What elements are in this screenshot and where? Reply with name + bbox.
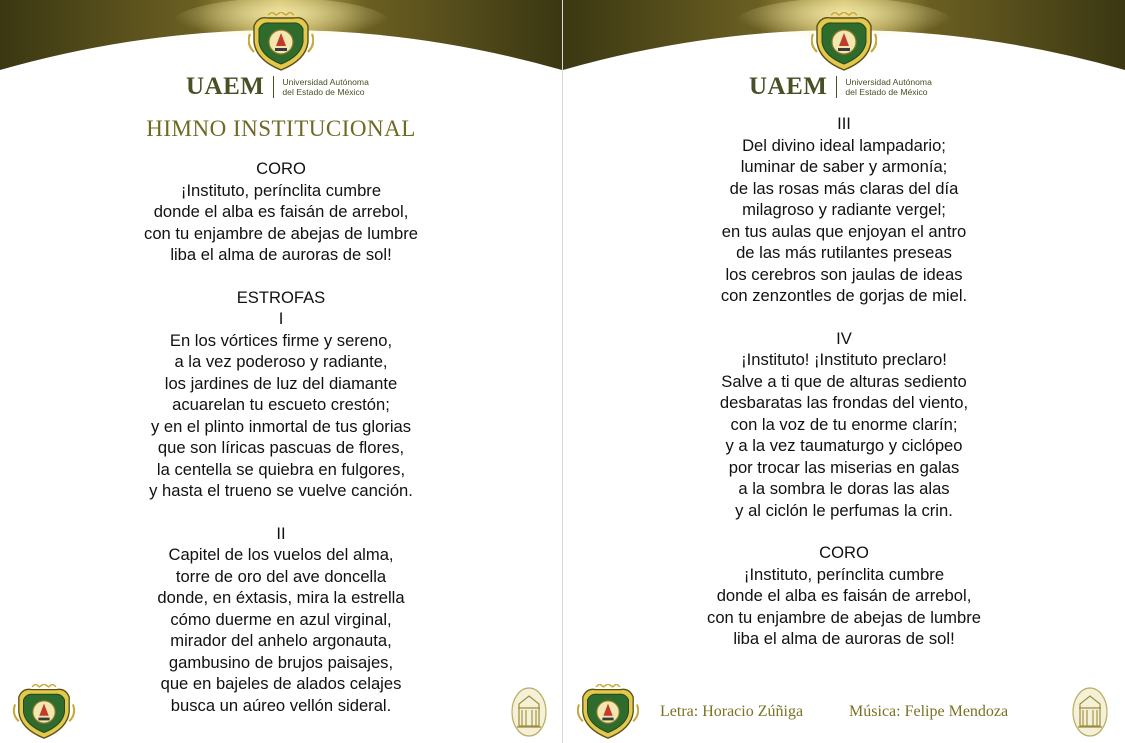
brand-name [845, 77, 931, 97]
verse-line: donde el alba es faisán de arrebol, [153, 202, 409, 221]
verse-line: que son líricas pascuas de flores, [157, 438, 405, 457]
verse-line: IV [836, 328, 852, 348]
verse-line: En los vórtices firme y sereno, [169, 330, 393, 350]
verse-line: II [276, 523, 286, 543]
verse-line: torre de oro del ave doncella [175, 566, 387, 586]
verse-line: y a la vez taumaturgo y ciclópeo [725, 436, 963, 455]
verse-line: de las más rutilantes preseas [736, 243, 952, 262]
verse-line: ¡Instituto, perínclita cumbre [743, 564, 945, 584]
verse-line: en tus aulas que enjoyan el antro [721, 221, 967, 241]
stanza [563, 542, 1125, 650]
verse-line: ¡Instituto! ¡Instituto preclaro! [741, 350, 947, 369]
left-lyrics [0, 158, 562, 737]
verse-line: milagroso y radiante vergel; [742, 200, 946, 219]
building-emblem-icon [1071, 686, 1109, 738]
verse-line: los jardines de luz del diamante [164, 373, 398, 393]
verse-line: liba el alma de auroras de sol! [170, 245, 392, 264]
right-lyrics [563, 113, 1125, 671]
verse-line: mirador del anhelo argonauta, [170, 631, 392, 650]
verse-line: acuarelan tu escueto crestón; [172, 395, 390, 414]
verse-line: y al ciclón le perfumas la crin. [735, 500, 953, 520]
verse-line: donde el alba es faisán de arrebol, [716, 586, 972, 605]
verse-line: CORO [819, 543, 869, 562]
verse-line: de las rosas más claras del día [729, 178, 959, 198]
verse-line: gambusino de brujos paisajes, [168, 652, 394, 672]
verse-line: III [837, 114, 851, 133]
brand-name-line: Universidad Autónoma [282, 77, 369, 87]
verse-line: I [278, 309, 284, 328]
crest-logo [248, 12, 314, 72]
verse-line: los cerebros son jaulas de ideas [725, 264, 963, 284]
brand-name-line: del Estado de México [282, 87, 365, 97]
stanza [0, 287, 562, 502]
brand-separator [836, 76, 837, 98]
verse-line: ¡Instituto, perínclita cumbre [180, 180, 382, 200]
verse-line: y hasta el trueno se vuelve canción. [149, 481, 413, 500]
music-credit: Música: Felipe Mendoza [849, 703, 1009, 720]
verse-line: y en el plinto inmortal de tus glorias [150, 416, 412, 436]
verse-line: a la sombra le doras las alas [738, 479, 950, 498]
brand-name-line: Universidad Autónoma [845, 77, 932, 87]
verse-line: con la voz de tu enorme clarín; [730, 414, 958, 434]
brand-logo [749, 74, 932, 100]
verse-line: que en bajeles de alados celajes [160, 674, 402, 693]
verse-line: Salve a ti que de alturas sediento [721, 371, 967, 391]
verse-line: CORO [256, 159, 306, 178]
brand-separator [273, 76, 274, 98]
verse-line: busca un aúreo vellón sideral. [170, 695, 392, 715]
verse-line: cómo duerme en azul virginal, [170, 609, 392, 629]
verse-line: donde, en éxtasis, mira la estrella [157, 588, 405, 607]
crest-footer-icon [577, 684, 639, 740]
page-title: HIMNO INSTITUCIONAL [146, 116, 416, 141]
verse-line: a la vez poderoso y radiante, [174, 352, 388, 371]
stanza [563, 113, 1125, 307]
verse-line: luminar de saber y armonía; [740, 157, 948, 176]
brand-name-line: del Estado de México [845, 87, 928, 97]
credits [660, 703, 1008, 721]
brand-acronym: UAEM [749, 73, 828, 100]
brand-name [282, 77, 368, 97]
brand-logo [186, 74, 369, 100]
left-page [0, 0, 562, 743]
crest-logo [811, 12, 877, 72]
brand-acronym: UAEM [186, 73, 265, 100]
verse-line: liba el alma de auroras de sol! [733, 629, 955, 648]
verse-line: ESTROFAS [236, 287, 326, 307]
stanza [0, 523, 562, 717]
stanza [563, 328, 1125, 522]
crest-footer-icon [12, 684, 76, 740]
verse-line: Del divino ideal lampadario; [742, 135, 946, 155]
lyrics-credit: Letra: Horacio Zúñiga [660, 703, 804, 720]
verse-line: con tu enjambre de abejas de lumbre [707, 607, 981, 627]
right-page [563, 0, 1125, 743]
verse-line: con tu enjambre de abejas de lumbre [144, 223, 418, 243]
stanza [0, 158, 562, 266]
verse-line: por trocar las miserias en galas [728, 457, 960, 477]
verse-line: desbaratas las frondas del viento, [719, 393, 969, 412]
building-emblem-icon [510, 686, 548, 738]
verse-line: la centella se quiebra en fulgores, [156, 459, 406, 479]
verse-line: con zenzontles de gorjas de miel. [720, 286, 968, 305]
verse-line: Capitel de los vuelos del alma, [168, 545, 394, 564]
